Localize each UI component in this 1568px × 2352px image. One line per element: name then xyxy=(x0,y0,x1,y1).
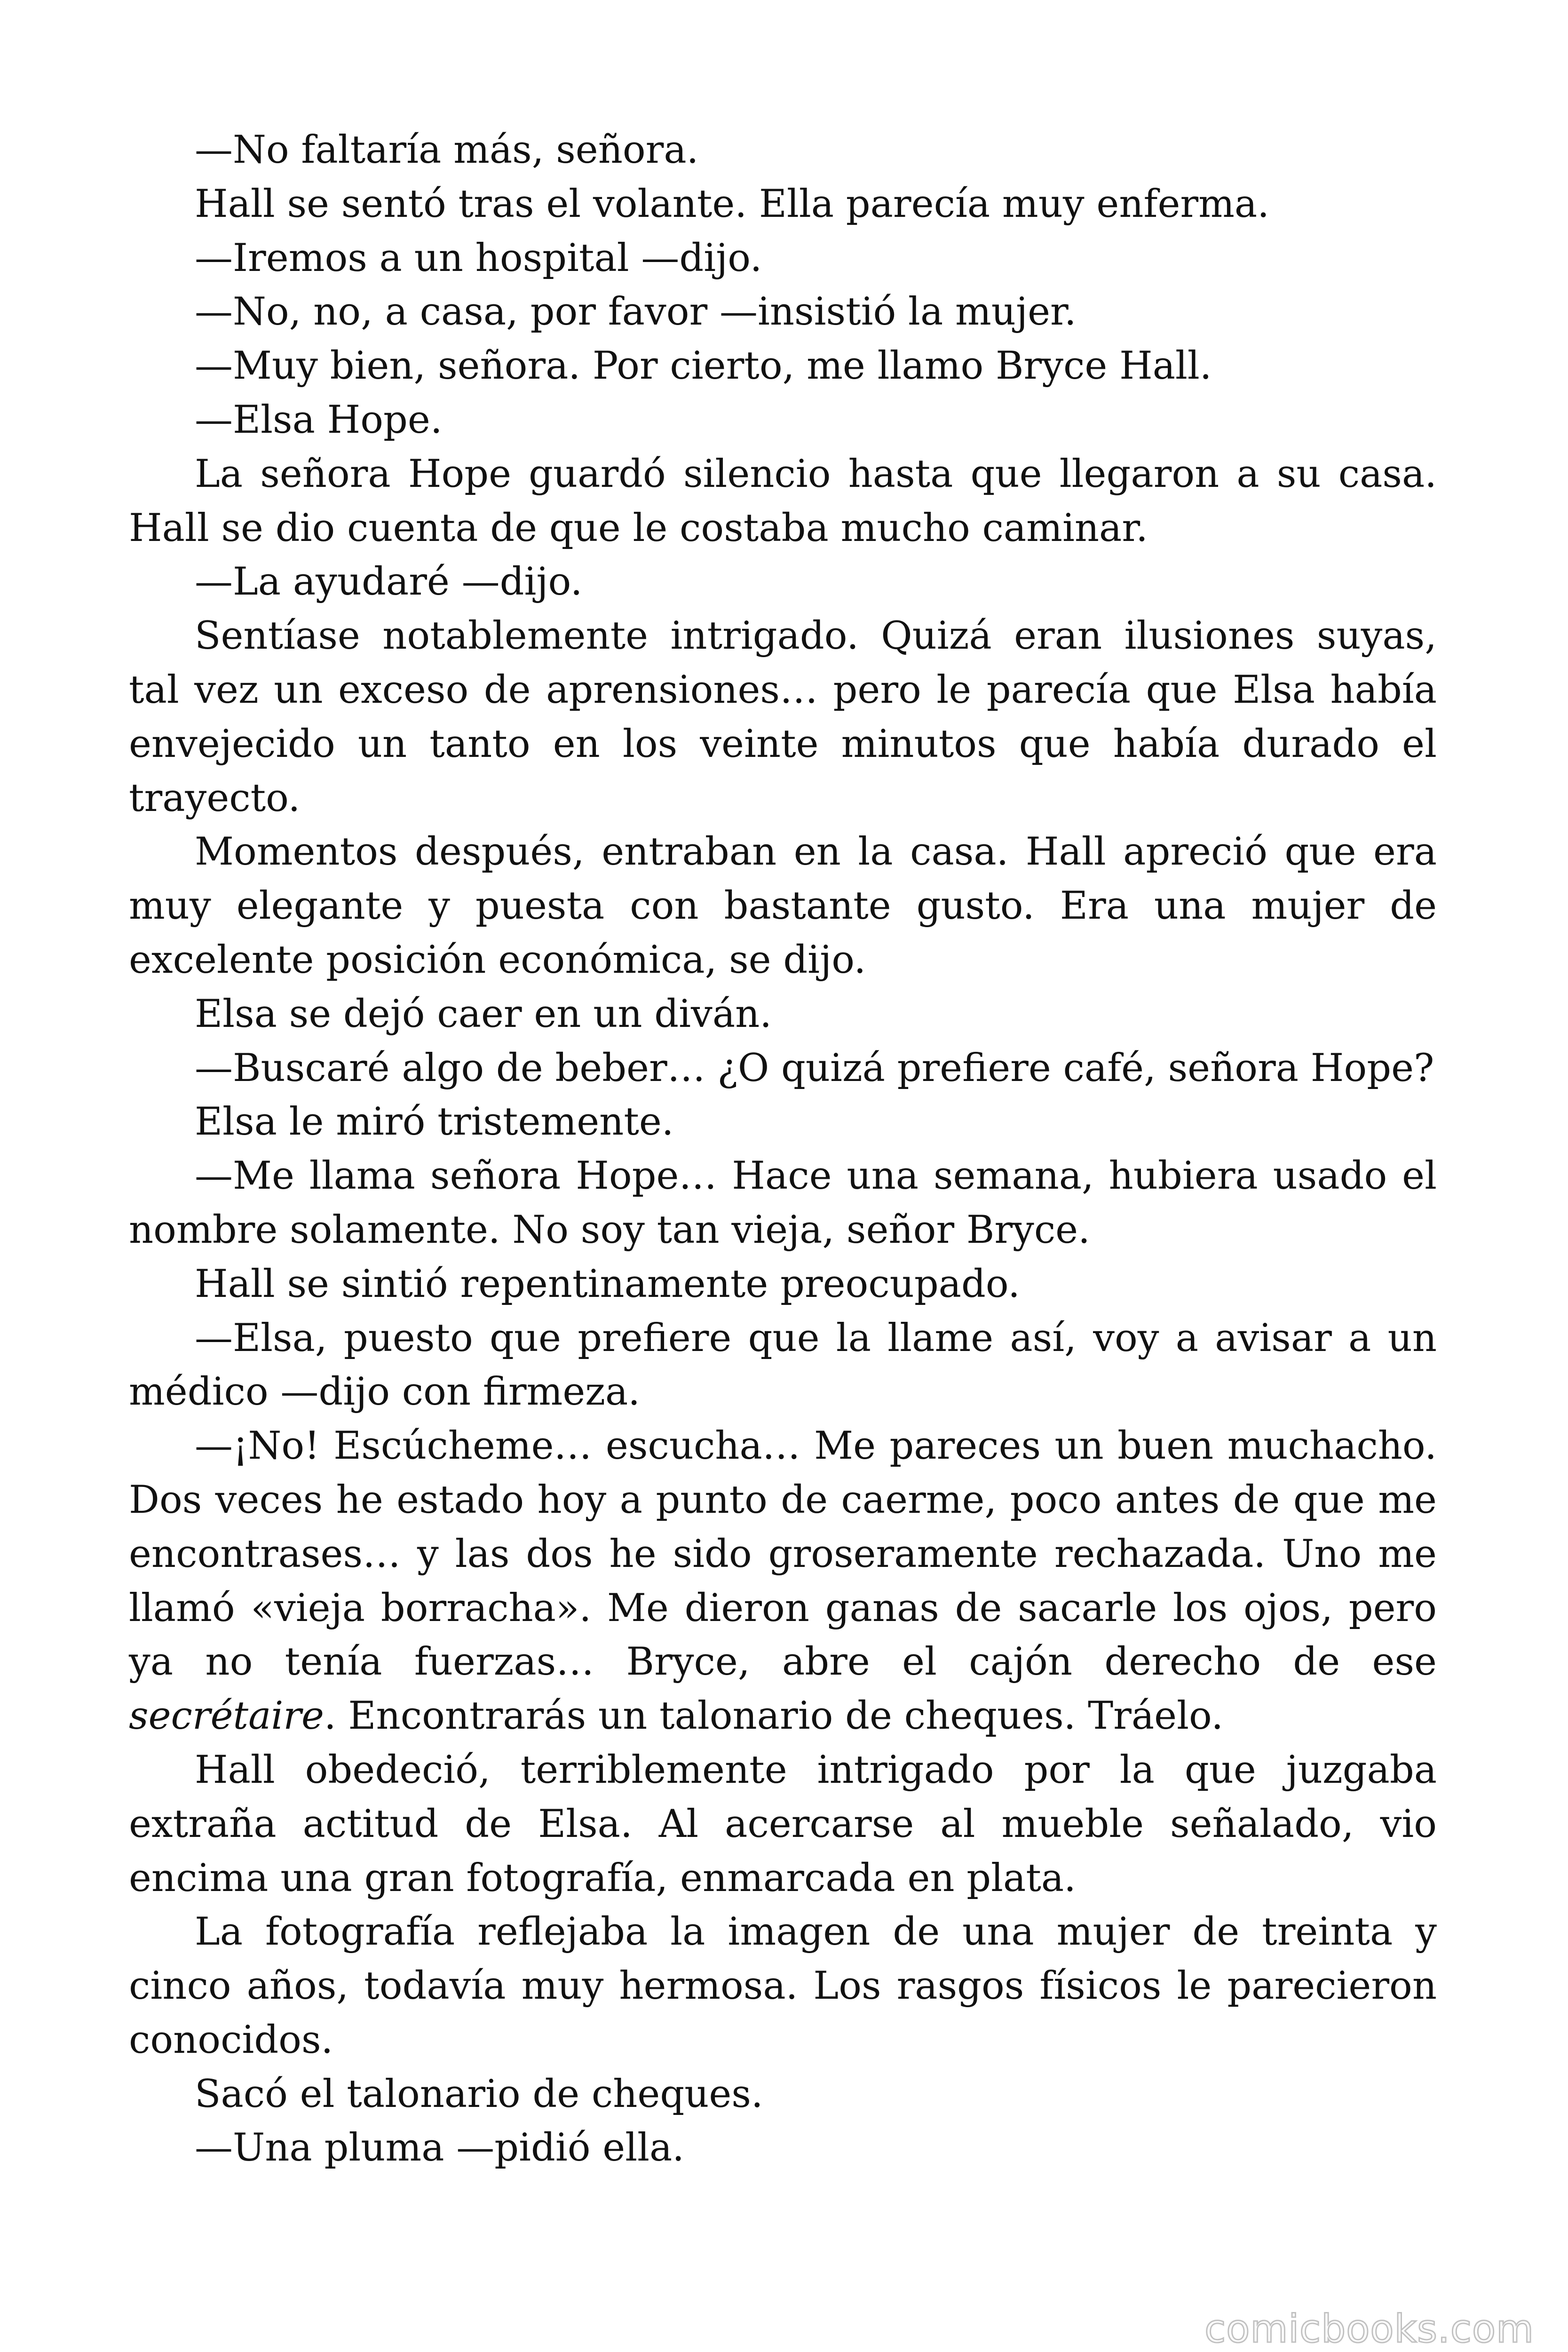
paragraph: —No faltaría más, señora. xyxy=(195,128,699,172)
paragraph: —Me llama señora Hope… Hace una semana, hubiera usado el nombre solamente. No soy tan vieja, señor Bryce. xyxy=(129,1154,1437,1252)
paragraph: Elsa se dejó caer en un diván. xyxy=(195,992,772,1036)
paragraph: —Buscaré algo de beber… ¿O quizá prefiere café, señora Hope? xyxy=(195,1046,1434,1090)
paragraph: Momentos después, entraban en la casa. Hall apreció que era muy elegante y puesta con bastante gusto. Era una mujer de excelente posición económica, se dijo. xyxy=(129,830,1437,982)
paragraph: Hall obedeció, terriblemente intrigado por la que juzgaba extraña actitud de Elsa. Al acercarse al mueble señalado, vio encima una gran fotografía, enmarcada en plata. xyxy=(129,1748,1437,1900)
italic-word: secrétaire xyxy=(129,1694,324,1739)
paragraph-text: . Encontrarás un talonario de cheques. Tráelo. xyxy=(324,1694,1224,1739)
paragraph: Hall se sentó tras el volante. Ella parecía muy enferma. xyxy=(195,182,1269,226)
paragraph: —No, no, a casa, por favor —insistió la mujer. xyxy=(195,290,1077,334)
page-text xyxy=(129,123,1437,2175)
paragraph: Hall se sintió repentinamente preocupado. xyxy=(195,1262,1020,1306)
paragraph-text: —¡No! Escúcheme… escucha… Me pareces un buen muchacho. Dos veces he estado hoy a punto de caerme, poco antes de que me encontrases… y las dos he sido groseramente rechazada. Uno me llamó «vieja borracha». Me dieron ganas de sacarle los ojos, pero ya no tenía fuerzas… Bryce, abre el cajón derecho de ese xyxy=(129,1424,1437,1685)
paragraph: —La ayudaré —dijo. xyxy=(195,560,583,604)
paragraph: La fotografía reflejaba la imagen de una mujer de treinta y cinco años, todavía muy hermosa. Los rasgos físicos le parecieron conocidos. xyxy=(129,1910,1437,2062)
paragraph xyxy=(129,1419,1437,1743)
paragraph: Elsa le miró tristemente. xyxy=(195,1100,674,1144)
watermark: comicbooks.com xyxy=(1204,2307,1534,2352)
paragraph: —Una pluma —pidió ella. xyxy=(195,2126,685,2170)
paragraph: —Muy bien, señora. Por cierto, me llamo Bryce Hall. xyxy=(195,344,1212,389)
paragraph: —Elsa, puesto que prefiere que la llame así, voy a avisar a un médico —dijo con firmeza. xyxy=(129,1316,1437,1414)
paragraph: Sacó el talonario de cheques. xyxy=(195,2072,763,2116)
paragraph: La señora Hope guardó silencio hasta que llegaron a su casa. Hall se dio cuenta de que le costaba mucho caminar. xyxy=(129,452,1437,550)
paragraph: Sentíase notablemente intrigado. Quizá eran ilusiones suyas, tal vez un exceso de aprensiones… pero le parecía que Elsa había envejecido un tanto en los veinte minutos que había durado el trayecto. xyxy=(129,614,1437,820)
paragraph: —Iremos a un hospital —dijo. xyxy=(195,236,762,280)
paragraph: —Elsa Hope. xyxy=(195,397,443,442)
